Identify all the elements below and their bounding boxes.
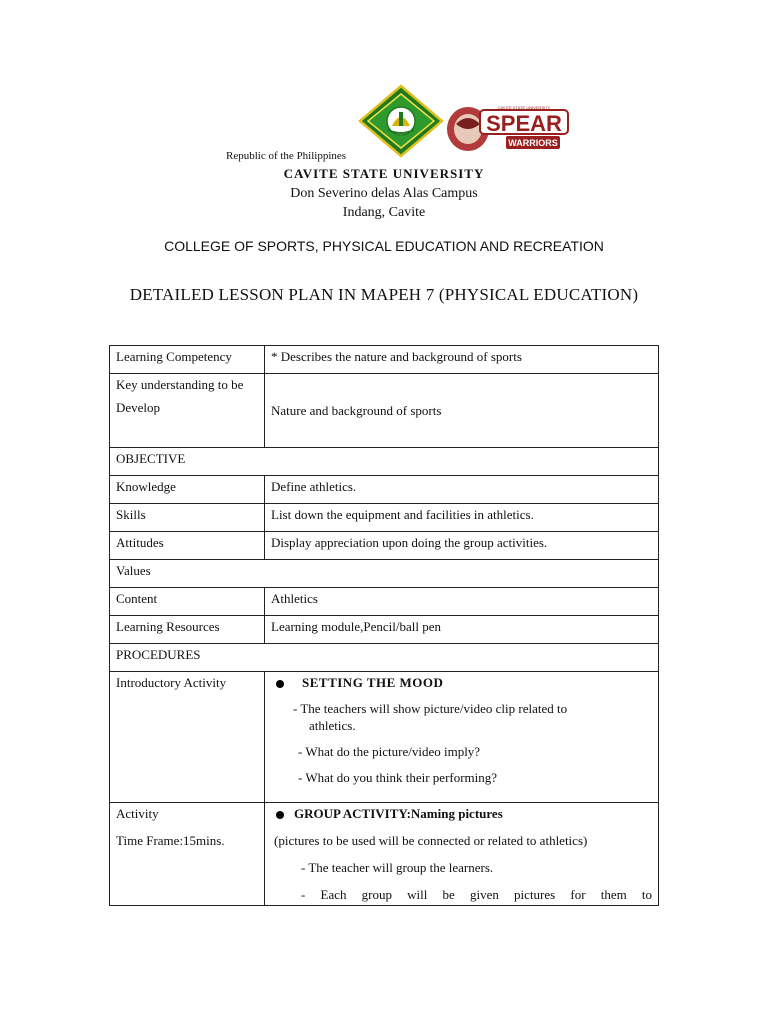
row-value: Define athletics. [265,476,659,504]
table-row [110,532,659,560]
row-label: Learning Competency [110,346,265,374]
cavite-state-university-seal-icon [358,84,444,158]
activity-note: (pictures to be used will be connected or related to athletics) [274,833,588,848]
logos [358,84,568,164]
row-label: Content [110,588,265,616]
table-row [110,476,659,504]
row-value-activity [265,803,659,906]
table-row [110,803,659,906]
activity-heading: GROUP ACTIVITY:Naming pictures [294,806,503,821]
row-label-line: Develop [116,400,161,415]
lesson-plan-table [109,345,659,906]
row-value: Athletics [265,588,659,616]
campus-location: Indang, Cavite [342,205,426,220]
table-row [110,672,659,803]
svg-text:WARRIORS: WARRIORS [508,138,558,148]
activity-line: - What do you think their performing? [298,770,498,785]
bullet-icon [276,680,284,688]
row-label-activity [110,803,265,906]
activity-line: - Each group will be given pictures for them to [301,887,652,902]
university-name: CAVITE STATE UNIVERSITY [283,166,485,181]
table-row [110,560,659,588]
activity-line: athletics. [309,718,356,733]
activity-line: - What do the picture/video imply? [298,744,481,759]
row-value: Learning module,Pencil/ball pen [265,616,659,644]
activity-line: - The teachers will show picture/video clip related to [293,701,568,716]
table-row [110,504,659,532]
svg-text:CAVITE STATE UNIVERSITY: CAVITE STATE UNIVERSITY [497,105,551,110]
section-heading-procedures: PROCEDURES [110,644,659,672]
row-label: Knowledge [110,476,265,504]
row-label-key-understanding [110,374,265,448]
activity-line: - The teacher will group the learners. [301,860,494,875]
campus-name: Don Severino delas Alas Campus [290,186,478,201]
spear-warriors-logo-icon [446,104,570,154]
section-heading-objective: OBJECTIVE [110,448,659,476]
row-value: Display appreciation upon doing the group activities. [265,532,659,560]
row-label: Attitudes [110,532,265,560]
time-frame: Time Frame:15mins. [116,833,225,848]
row-value: * Describes the nature and background of sports [265,346,659,374]
lesson-plan-title: DETAILED LESSON PLAN IN MAPEH 7 (PHYSICAL EDUCATION) [129,285,639,304]
row-value: List down the equipment and facilities in athletics. [265,504,659,532]
row-label: Activity [116,806,159,821]
table-row [110,588,659,616]
table-row [110,448,659,476]
row-value-introductory [265,672,659,803]
table-row [110,644,659,672]
row-label: Introductory Activity [110,672,265,803]
row-label: Skills [110,504,265,532]
table-row [110,616,659,644]
row-label: Learning Resources [110,616,265,644]
row-value: Nature and background of sports [265,374,659,448]
table-row [110,374,659,448]
bullet-icon [276,811,284,819]
svg-text:SPEAR: SPEAR [486,111,562,136]
college-name: COLLEGE OF SPORTS, PHYSICAL EDUCATION AND RECREATION [164,238,604,254]
republic-label: Republic of the Philippines [226,150,347,162]
row-label-values: Values [110,560,659,588]
activity-heading: SETTING THE MOOD [302,675,444,690]
table-row [110,346,659,374]
row-label-line: Key understanding to be [116,377,244,392]
